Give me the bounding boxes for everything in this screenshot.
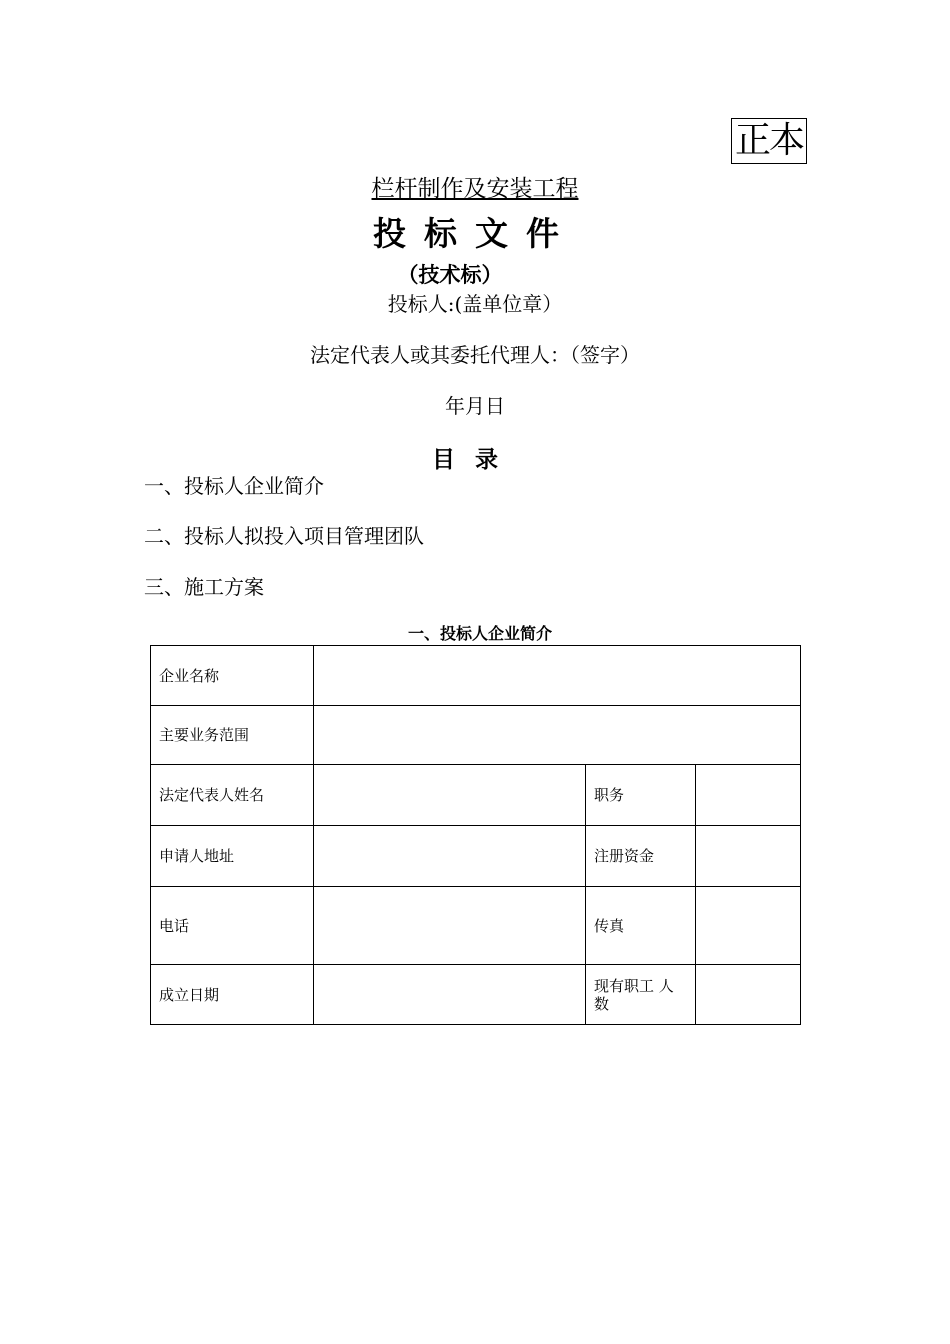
section-heading: 一、投标人企业简介	[407, 624, 552, 643]
project-title	[0, 174, 950, 204]
bidder-seal-line: 投标人:(盖单位章）	[387, 292, 563, 316]
field-label: 职务	[586, 765, 696, 826]
field-label: 法定代表人姓名	[151, 765, 314, 826]
field-value	[314, 646, 801, 706]
toc-item: 一、投标人企业简介	[144, 474, 324, 498]
representative-signature-line: 法定代表人或其委托代理人：（签字）	[310, 343, 640, 367]
field-value	[314, 826, 586, 887]
field-label: 电话	[151, 887, 314, 965]
field-value	[314, 706, 801, 765]
company-info-table	[150, 645, 801, 1025]
table-row	[151, 646, 801, 706]
toc-title: 目录	[432, 447, 518, 473]
field-label: 注册资金	[586, 826, 696, 887]
field-label: 现有职工 人数	[586, 965, 696, 1025]
toc-item: 三、施工方案	[144, 575, 264, 599]
date-line: 年月日	[445, 394, 505, 418]
field-label: 主要业务范围	[151, 706, 314, 765]
field-label: 申请人地址	[151, 826, 314, 887]
field-value	[696, 765, 801, 826]
field-value	[696, 887, 801, 965]
field-value	[314, 965, 586, 1025]
table-row	[151, 706, 801, 765]
table-row	[151, 765, 801, 826]
table-row	[151, 826, 801, 887]
document-subtitle: （技术标）	[397, 263, 503, 287]
field-value	[696, 826, 801, 887]
field-value	[314, 765, 586, 826]
original-copy-badge: 正本	[731, 118, 807, 164]
field-value	[314, 887, 586, 965]
table-row	[151, 965, 801, 1025]
field-label: 企业名称	[151, 646, 314, 706]
field-label: 成立日期	[151, 965, 314, 1025]
field-label: 传真	[586, 887, 696, 965]
project-name-text: 栏杆制作及安装工程	[371, 176, 579, 202]
document-title: 投标文件	[373, 214, 577, 253]
toc-item: 二、投标人拟投入项目管理团队	[144, 524, 424, 548]
field-value	[696, 965, 801, 1025]
table-row	[151, 887, 801, 965]
